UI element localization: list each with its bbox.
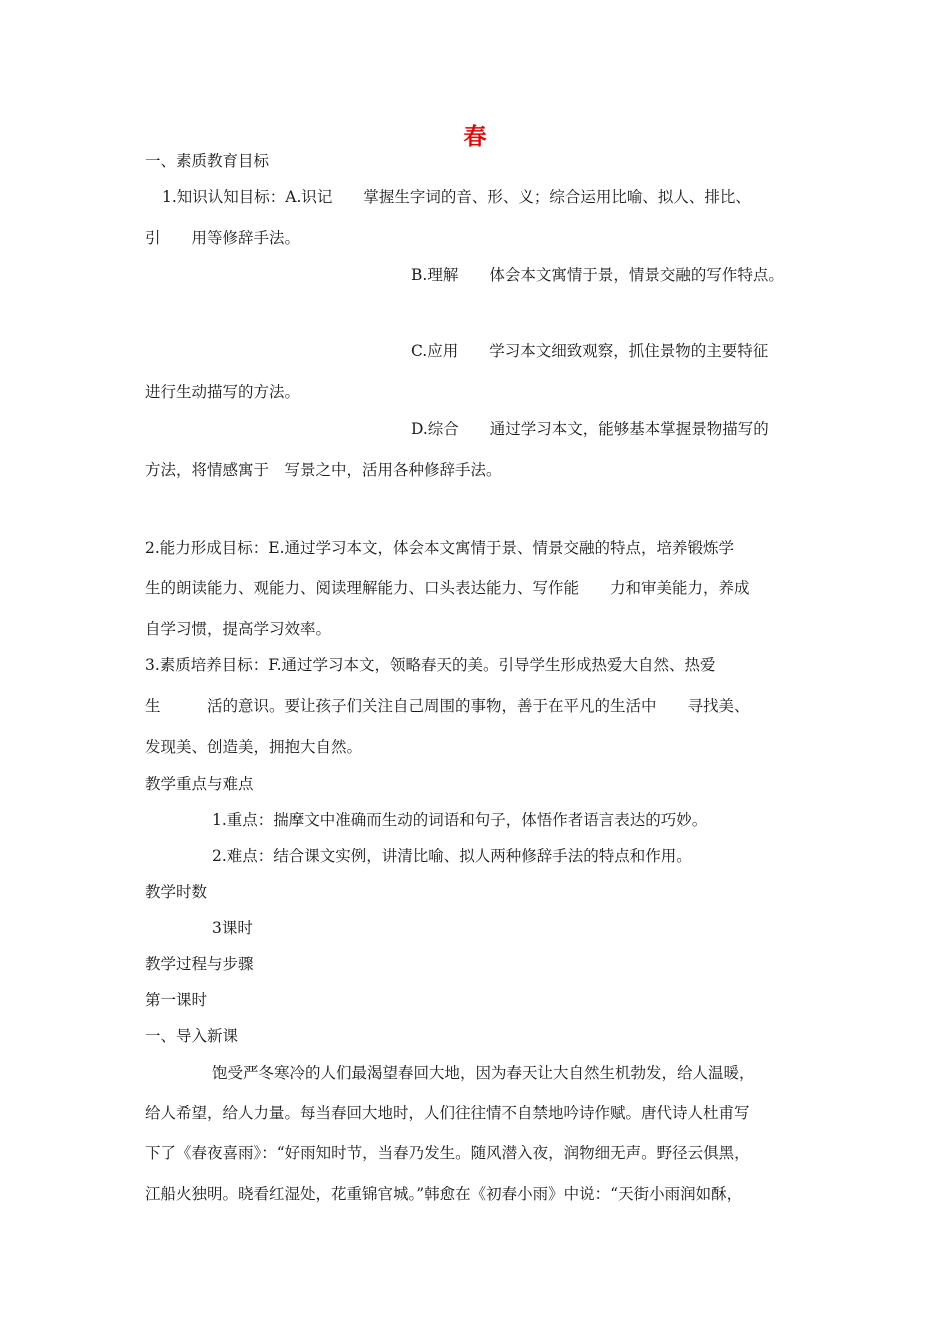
paragraph-line: 生 活的意识。要让孩子们关注自己周围的事物，善于在平凡的生活中 寻找美、 (145, 697, 750, 715)
paragraph-line: B.理解 体会本文寓情于景，情景交融的写作特点。 (411, 266, 784, 284)
paragraph-line: 1.重点：揣摩文中准确而生动的词语和句子，体悟作者语言表达的巧妙。 (212, 811, 708, 829)
section-heading: 教学时数 (145, 883, 208, 901)
paragraph-line: 饱受严冬寒冷的人们最渴望春回大地，因为春天让大自然生机勃发，给人温暖， (212, 1064, 755, 1082)
paragraph-line: 1.知识认知目标：A.识记 掌握生字词的音、形、义；综合运用比喻、拟人、排比、 (162, 188, 751, 206)
section-heading: 教学重点与难点 (145, 775, 254, 793)
paragraph-line: C.应用 学习本文细致观察，抓住景物的主要特征 (411, 342, 769, 360)
paragraph-line: 江船火独明。晓看红湿处，花重锦官城。”韩愈在《初春小雨》中说：“天街小雨润如酥， (145, 1185, 743, 1203)
paragraph-line: 2.难点：结合课文实例，讲清比喻、拟人两种修辞手法的特点和作用。 (212, 847, 692, 865)
paragraph-line: 3.素质培养目标：F.通过学习本文，领略春天的美。引导学生形成热爱大自然、热爱 (145, 656, 716, 674)
section-heading: 第一课时 (145, 991, 208, 1009)
paragraph-line: 引 用等修辞手法。 (145, 229, 301, 247)
paragraph-line: D.综合 通过学习本文，能够基本掌握景物描写的 (411, 420, 769, 438)
paragraph-line: 方法，将情感寓于 写景之中，活用各种修辞手法。 (145, 461, 502, 479)
paragraph-line: 发现美、创造美，拥抱大自然。 (145, 738, 363, 756)
paragraph-line: 进行生动描写的方法。 (145, 383, 301, 401)
paragraph-line: 给人希望，给人力量。每当春回大地时，人们往往情不自禁地吟诗作赋。唐代诗人杜甫写 (145, 1104, 750, 1122)
section-heading: 教学过程与步骤 (145, 955, 254, 973)
document-title: 春 (463, 123, 487, 150)
section-heading: 一、导入新课 (145, 1027, 239, 1045)
paragraph-line: 2.能力形成目标：E.通过学习本文，体会本文寓情于景、情景交融的特点，培养锻炼学 (145, 539, 735, 557)
paragraph-line: 3课时 (212, 919, 253, 937)
section-heading: 一、素质教育目标 (145, 152, 270, 170)
paragraph-line: 自学习惯，提高学习效率。 (145, 620, 332, 638)
paragraph-line: 下了《春夜喜雨》：“好雨知时节，当春乃发生。随风潜入夜，润物细无声。野径云俱黑， (145, 1144, 750, 1162)
paragraph-line: 生的朗读能力、观能力、阅读理解能力、口头表达能力、写作能 力和审美能力，养成 (145, 579, 750, 597)
